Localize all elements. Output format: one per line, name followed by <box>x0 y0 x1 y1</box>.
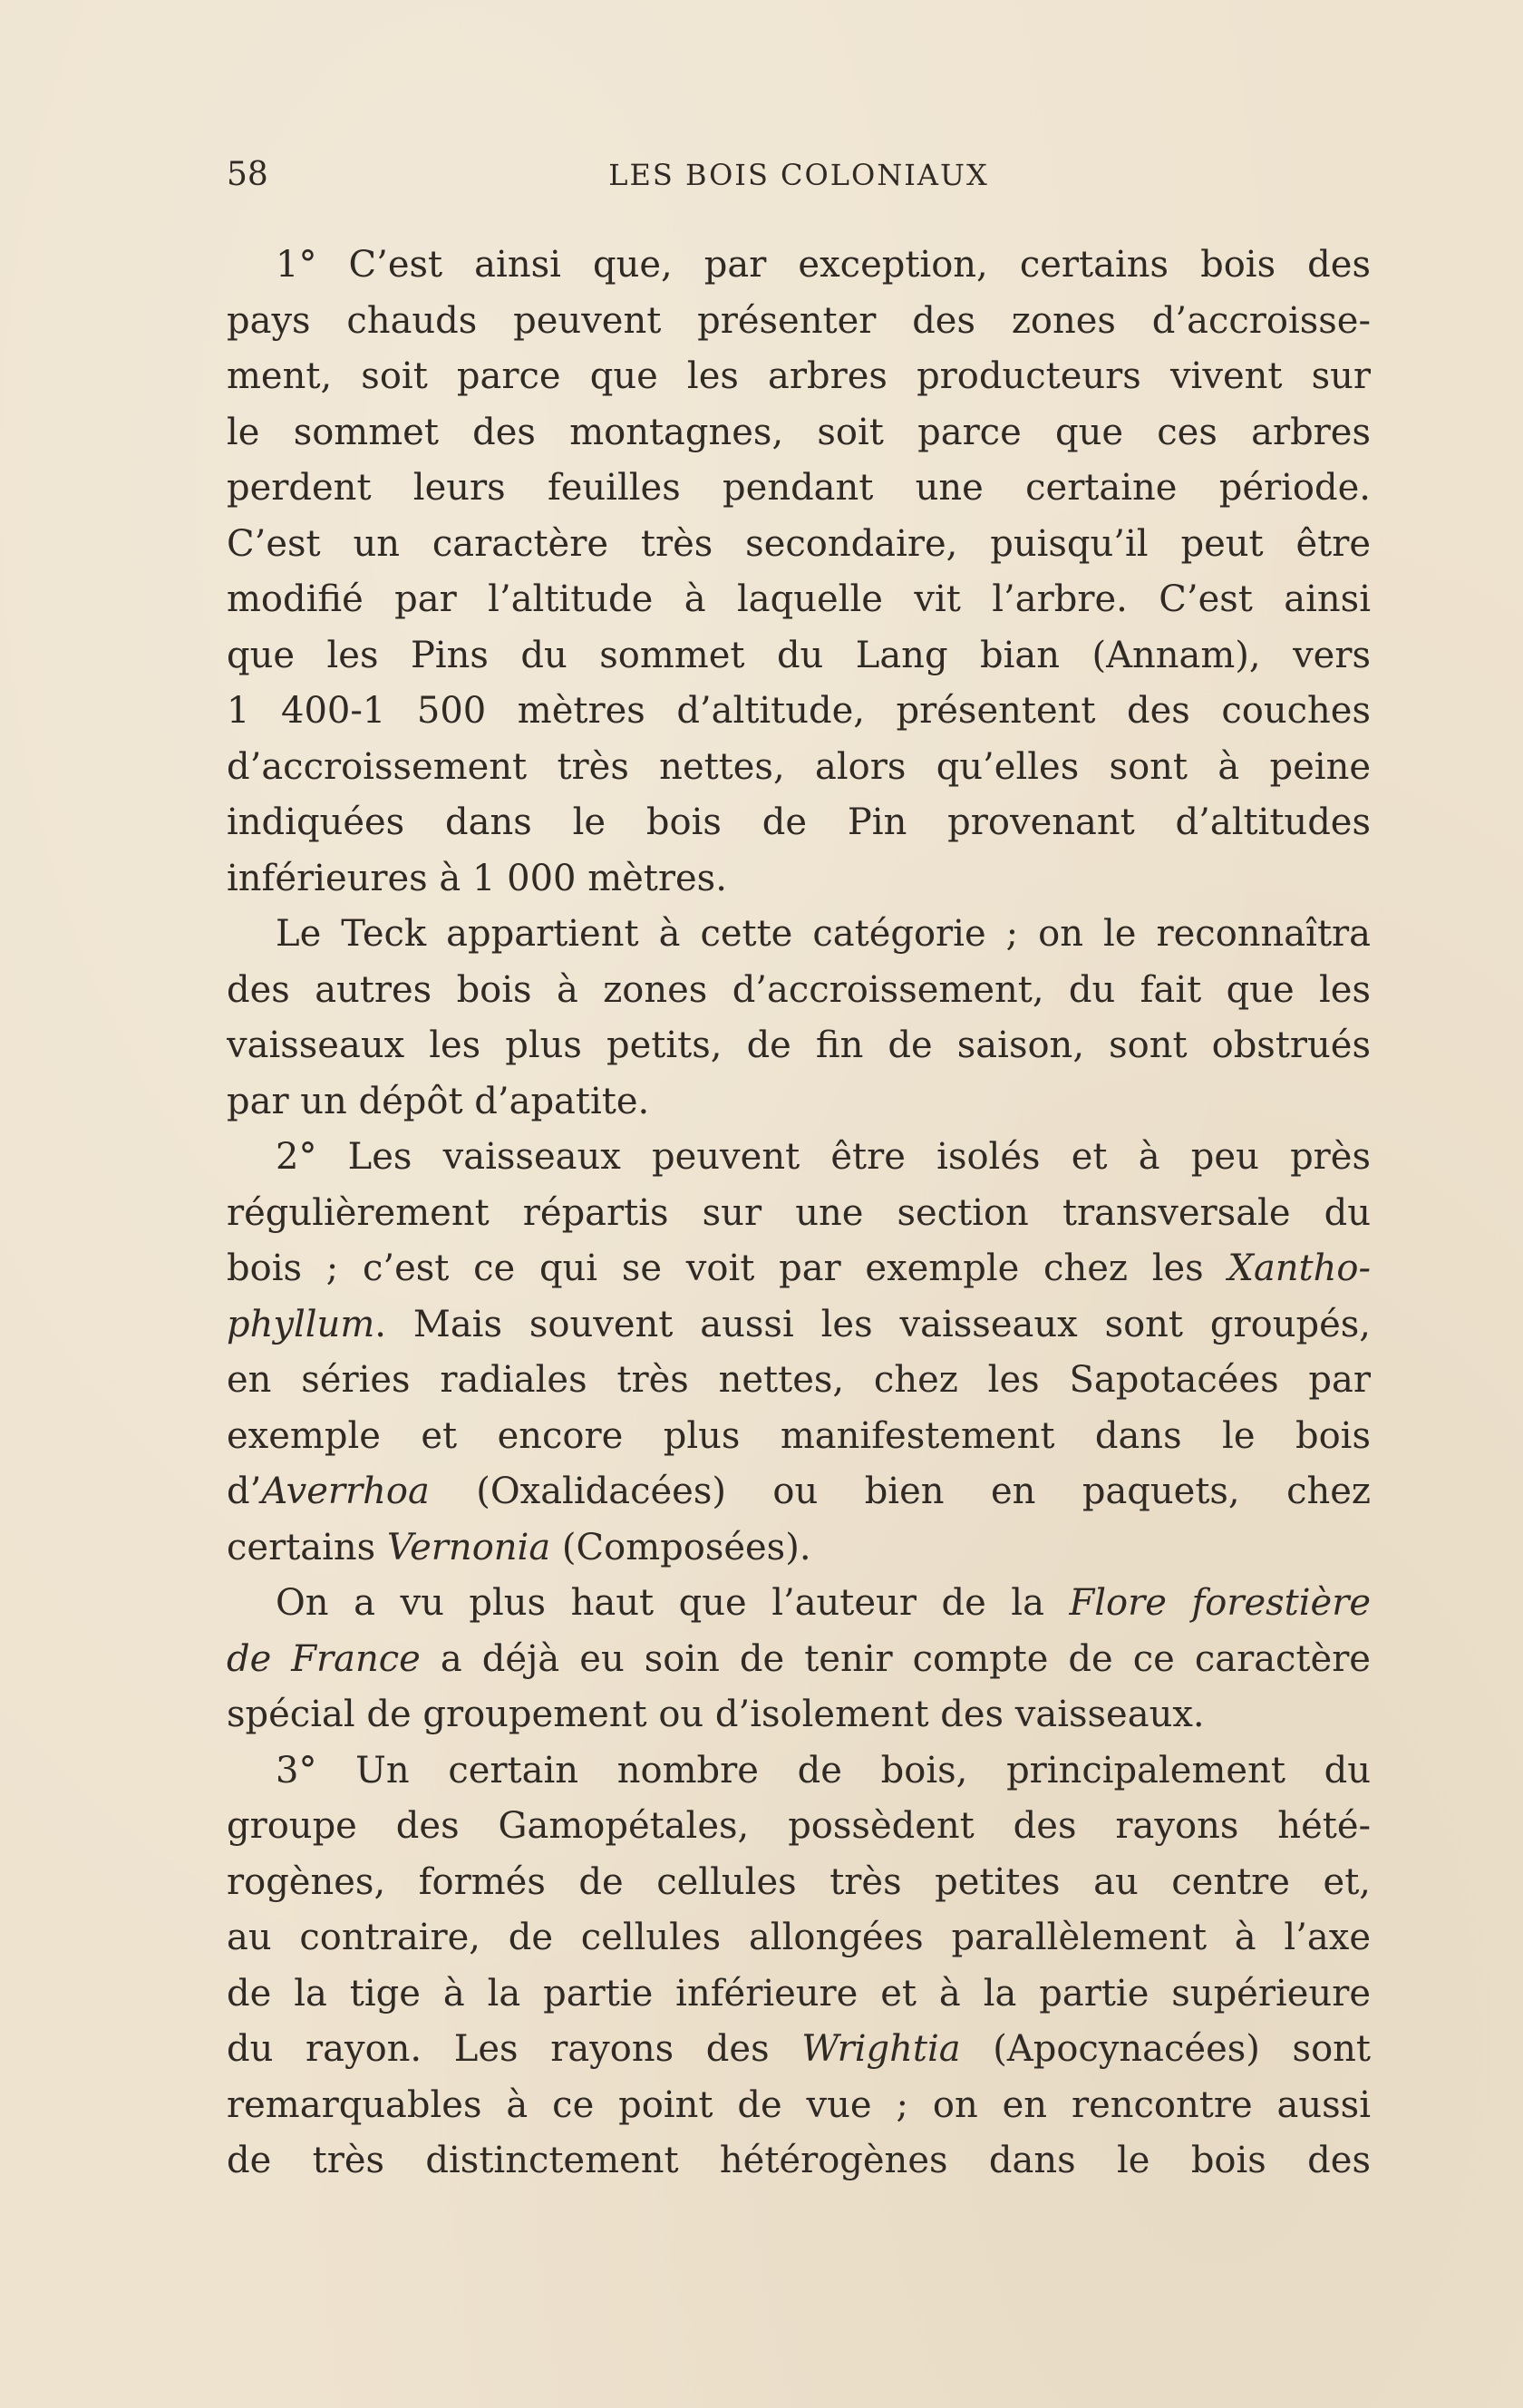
line-text: 2° Les vaisseaux peuvent être isolés et à peu près <box>276 1136 1371 1178</box>
line-text: spécial de groupement ou d’isolement des vaisseaux. <box>227 1694 1205 1735</box>
text-line <box>227 907 1371 963</box>
page-number: 58 <box>227 156 268 193</box>
text-line <box>227 795 1371 851</box>
text-line <box>227 1687 1371 1743</box>
text-line <box>227 349 1371 405</box>
line-text: 1 400-1 500 mètres d’altitude, présentent des couches <box>227 690 1371 732</box>
line-text: pays chauds peuvent présenter des zones d’accroisse- <box>227 299 1371 342</box>
italic-term: Xantho- <box>1227 1248 1371 1289</box>
text-line <box>227 1520 1371 1577</box>
line-text: d’ <box>227 1471 262 1512</box>
text-line <box>227 1799 1371 1855</box>
line-text: par un dépôt d’apatite. <box>227 1080 650 1122</box>
italic-term: de France <box>227 1637 421 1680</box>
text-line <box>227 2133 1371 2190</box>
text-line <box>227 1464 1371 1520</box>
line-text: On a vu plus haut que l’auteur de la <box>276 1582 1070 1624</box>
line-text: C’est un caractère très secondaire, puisqu’il peut être <box>227 522 1371 565</box>
text-line <box>227 2078 1371 2134</box>
line-text: ment, soit parce que les arbres producteurs vivent sur <box>227 355 1371 397</box>
text-line <box>227 294 1371 350</box>
line-text: remarquables à ce point de vue ; on en rencontre aussi <box>227 2083 1371 2126</box>
line-text: régulièrement répartis sur une section transversale du <box>227 1191 1371 1234</box>
line-text: modifié par l’altitude à laquelle vit l’arbre. C’est ainsi <box>227 578 1371 620</box>
line-text: vaisseaux les plus petits, de fin de saison, sont obstrués <box>227 1024 1371 1066</box>
line-text: en séries radiales très nettes, chez les Sapotacées par <box>227 1359 1371 1401</box>
line-text: a déjà eu soin de tenir compte de ce caractère <box>420 1637 1371 1680</box>
body-text <box>227 238 1371 2190</box>
italic-term: Averrhoa <box>261 1471 430 1512</box>
line-text: groupe des Gamopétales, possèdent des rayons hété- <box>227 1805 1371 1847</box>
text-line <box>227 1632 1371 1688</box>
text-line <box>227 1743 1371 1800</box>
line-text: indiquées dans le bois de Pin provenant d’altitudes <box>227 801 1371 843</box>
text-line <box>227 238 1371 294</box>
line-text: le sommet des montagnes, soit parce que ces arbres <box>227 411 1371 453</box>
line-text: d’accroissement très nettes, alors qu’elles sont à peine <box>227 745 1371 788</box>
text-line <box>227 1130 1371 1186</box>
line-text: des autres bois à zones d’accroissement, du fait que les <box>227 968 1371 1011</box>
text-line <box>227 1353 1371 1409</box>
text-line <box>227 684 1371 740</box>
page-header <box>227 152 1371 198</box>
text-line <box>227 1186 1371 1242</box>
text-line <box>227 1018 1371 1074</box>
text-line <box>227 1576 1371 1632</box>
line-text: certains <box>227 1526 387 1568</box>
line-text: (Composées). <box>550 1526 811 1568</box>
text-line <box>227 963 1371 1019</box>
line-text: (Oxalidacées) ou bien en paquets, chez <box>429 1471 1371 1512</box>
line-text: de la tige à la partie inférieure et à la partie supérieure <box>227 1972 1371 2015</box>
text-line <box>227 1241 1371 1297</box>
text-line <box>227 2022 1371 2078</box>
line-text: rogènes, formés de cellules très petites au centre et, <box>227 1860 1371 1903</box>
line-text: (Apocynacées) sont <box>960 2028 1371 2070</box>
text-line <box>227 1855 1371 1911</box>
text-line <box>227 517 1371 573</box>
italic-term: phyllum <box>227 1303 375 1345</box>
italic-term: Vernonia <box>386 1526 551 1568</box>
line-text: 3° Un certain nombre de bois, principalement du <box>276 1749 1371 1791</box>
text-line <box>227 1910 1371 1966</box>
text-line <box>227 572 1371 628</box>
text-line <box>227 851 1371 908</box>
line-text: du rayon. Les rayons des <box>227 2028 802 2070</box>
line-text: bois ; c’est ce qui se voit par exemple chez les <box>227 1248 1228 1289</box>
line-text: de très distinctement hétérogènes dans le bois des <box>227 2140 1371 2181</box>
text-line <box>227 461 1371 517</box>
text-line <box>227 1297 1371 1354</box>
line-text: 1° C’est ainsi que, par exception, certains bois des <box>276 244 1371 286</box>
line-text: perdent leurs feuilles pendant une certaine période. <box>227 467 1371 509</box>
italic-term: Wrightia <box>801 2028 961 2070</box>
line-text: exemple et encore plus manifestement dans le bois <box>227 1414 1371 1457</box>
text-line <box>227 405 1371 461</box>
line-text: . Mais souvent aussi les vaisseaux sont groupés, <box>374 1303 1371 1345</box>
line-text: Le Teck appartient à cette catégorie ; on le reconnaîtra <box>276 913 1371 955</box>
text-line <box>227 1409 1371 1465</box>
running-title: LES BOIS COLONIAUX <box>608 158 989 192</box>
italic-term: Flore forestière <box>1069 1582 1371 1624</box>
text-line <box>227 1966 1371 2023</box>
line-text: que les Pins du sommet du Lang bian (Annam), vers <box>227 634 1371 676</box>
text-line <box>227 628 1371 685</box>
text-line <box>227 1074 1371 1131</box>
line-text: au contraire, de cellules allongées parallèlement à l’axe <box>227 1917 1371 1958</box>
text-line <box>227 740 1371 796</box>
line-text: inférieures à 1 000 mètres. <box>227 857 727 899</box>
